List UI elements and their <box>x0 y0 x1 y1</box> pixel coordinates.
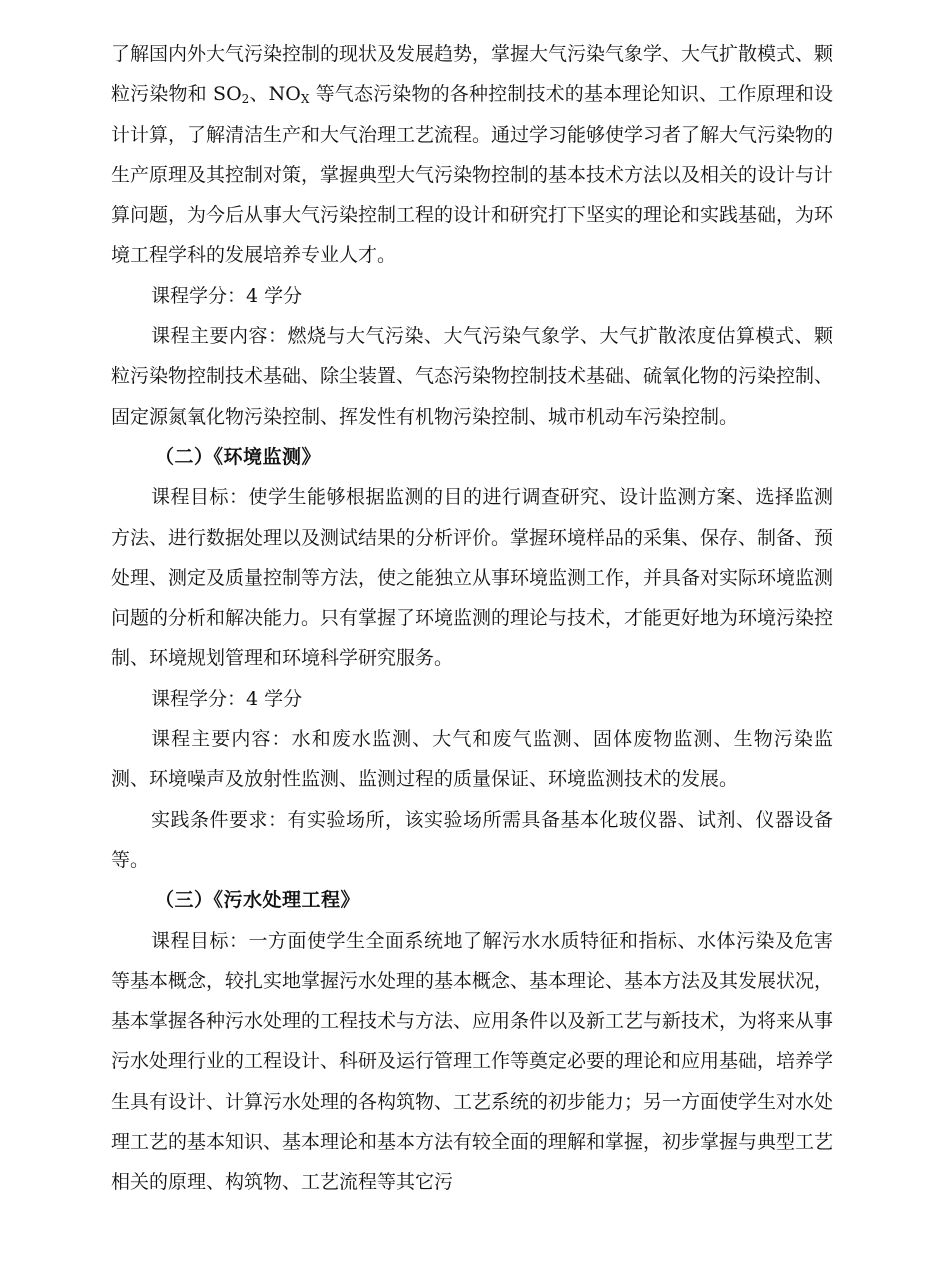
document-body <box>111 34 833 1203</box>
section-heading-wastewater-treatment: （三）《污水处理工程》 <box>155 889 361 912</box>
paragraph-monitoring-content: 课程主要内容：水和废水监测、大气和废气监测、固体废物监测、生物污染监测、环境噪声及放射性监测、监测过程的质量保证、环境监测技术的发展。 <box>111 728 833 791</box>
paragraph-monitoring-practice: 实践条件要求：有实验场所，该实验场所需具备基本化玻仪器、试剂、仪器设备等。 <box>111 808 833 871</box>
section-heading-environmental-monitoring: （二）《环境监测》 <box>155 445 322 468</box>
paragraph-monitoring-objective: 课程目标：使学生能够根据监测的目的进行调查研究、设计监测方案、选择监测方法、进行数据处理以及测试结果的分析评价。掌握环境样品的采集、保存、制备、预处理、测定及质量控制等方法，使之能独立从事环境监测工作，并具备对实际环境监测问题的分析和解决能力。只有掌握了环境监测的理论与技术，才能更好地为环境污染控制、环境规划管理和环境科学研究服务。 <box>111 486 834 670</box>
paragraph-monitoring-credits: 课程学分：4 学分 <box>151 687 303 710</box>
paragraph-wastewater-objective: 课程目标：一方面使学生全面系统地了解污水水质特征和指标、水体污染及危害等基本概念，较扎实地掌握污水处理的基本概念、基本理论、基本方法及其发展状况，基本掌握各种污水处理的工程技术与方法、应用条件以及新工艺与新技术，为将来从事污水处理行业的工程设计、科研及运行管理工作等奠定必要的理论和应用基础，培养学生具有设计、计算污水处理的各构筑物、工艺系统的初步能力；另一方面使学生对水处理工艺的基本知识、基本理论和基本方法有较全面的理解和掌握，初步掌握与典型工艺相关的原理、构筑物、工艺流程等其它污 <box>111 929 834 1194</box>
paragraph-air-pollution-content: 课程主要内容：燃烧与大气污染、大气污染气象学、大气扩散浓度估算模式、颗粒污染物控制技术基础、除尘装置、气态污染物控制技术基础、硫氧化物的污染控制、固定源氮氧化物污染控制、挥发性有机物污染控制、城市机动车污染控制。 <box>111 325 834 428</box>
paragraph-air-pollution-credits: 课程学分：4 学分 <box>151 284 303 307</box>
paragraph-air-pollution-objective: 了解国内外大气污染控制的现状及发展趋势，掌握大气污染气象学、大气扩散模式、颗粒污染物和 $SO_2$、$NO_X$ 等气态污染物的各种控制技术的基本理论知识、工作原理和设计计算，了解清洁生产和大气治理工艺流程。通过学习能够使学习者了解大气污染物的生产原理及其控制对策，掌握典型大气污染物控制的基本技术方法以及相关的设计与计算问题，为今后从事大气污染控制工程的设计和研究打下坚实的理论和实践基础，为环境工程学科的发展培养专业人才。 <box>111 43 834 267</box>
